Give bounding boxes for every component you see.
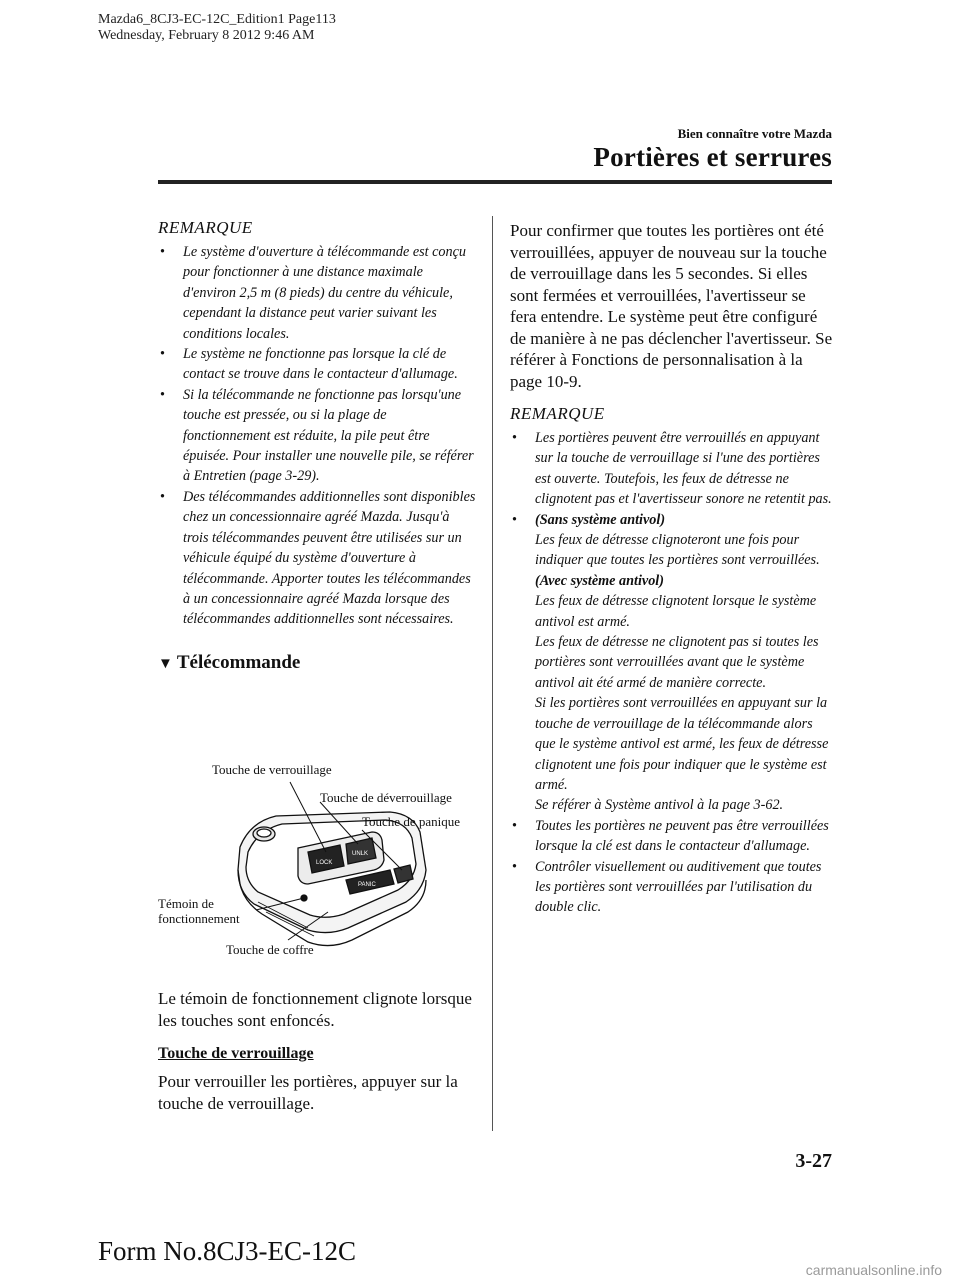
- note-text: Si les portières sont verrouillées en appuyant sur la touche de verrouillage de la télécommande alors que le système antivol est armé, les feux de détresse clignotent une fois pour indiquer que le système est armé.: [535, 695, 829, 793]
- label-panic-button: Touche de panique: [362, 814, 460, 829]
- lock-button-heading: Touche de verrouillage: [158, 1045, 314, 1062]
- section-title: Portières et serrures: [593, 142, 832, 172]
- label-trunk-button: Touche de coffre: [226, 942, 314, 957]
- lock-button-icon: LOCK: [316, 860, 333, 866]
- triangle-down-icon: ▼: [158, 655, 173, 672]
- right-column: [510, 220, 834, 918]
- note-item: • Des télécommandes additionnelles sont disponibles chez un concessionnaire agréé Mazda. Jusqu'à trois télécommandes peuvent être utilisées sur un véhicule équipé du système d'ouverture à télécommande. Apporter toutes les télécommandes à un concessionnaire agréé Mazda lorsque des télécommandes additionnelles sont nécessaires.: [158, 487, 476, 630]
- note-item: • Contrôler visuellement ou auditivement que toutes les portières sont verrouillées par l'utilisation du double clic.: [510, 857, 834, 918]
- subheading-remote: [158, 652, 476, 674]
- note-item-antitheft: [510, 510, 834, 816]
- para-indicator: Le témoin de fonctionnement clignote lorsque les touches sont enfoncés.: [158, 989, 472, 1030]
- section-subtitle: Bien connaître votre Mazda: [677, 126, 832, 141]
- note-heading-right: REMARQUE: [510, 404, 605, 423]
- note-heading: REMARQUE: [158, 218, 253, 237]
- note-text: Se référer à Système antivol à la page 3-62.: [535, 797, 784, 814]
- note-item: • Toutes les portières ne peuvent pas être verrouillées lorsque la clé est dans le contacteur d'allumage.: [510, 816, 834, 857]
- print-info-date: Wednesday, February 8 2012 9:46 AM: [98, 28, 315, 43]
- note-text: Les feux de détresse clignotent lorsque le système antivol est armé.: [535, 593, 817, 630]
- column-divider: [492, 216, 493, 1131]
- label-unlock-button: Touche de déverrouillage: [320, 790, 452, 805]
- form-number: Form No.8CJ3-EC-12C: [98, 1236, 357, 1266]
- note-list-right: [510, 428, 834, 918]
- note-subhead-with: (Avec système antivol): [535, 572, 664, 589]
- para-confirm: Pour confirmer que toutes les portières ont été verrouillées, appuyer de nouveau sur la touche de verrouillage dans les 5 secondes. Si elles sont fermées et verrouillées, l'avertisseur se fera entendre. Le système peut être configuré de manière à ne pas déclencher l'avertisseur. Se référer à Fonctions de personnalisation à la page 10-9.: [510, 221, 833, 391]
- note-item: • Le système d'ouverture à télécommande est conçu pour fonctionner à une distance maximale d'environ 2,5 m (8 pieds) du centre du véhicule, cependant la distance peut varier suivant les conditions locales.: [158, 242, 476, 344]
- print-info-file: Mazda6_8CJ3-EC-12C_Edition1 Page113: [98, 12, 336, 27]
- unlock-button-icon: UNLK: [352, 851, 369, 857]
- subheading-text: Télécommande: [176, 651, 301, 673]
- header-rule: [158, 180, 832, 184]
- note-subhead-without: • (Sans système antivol): [535, 511, 666, 528]
- label-indicator: Témoin de fonctionnement: [158, 896, 240, 926]
- label-lock-button: Touche de verrouillage: [212, 762, 332, 777]
- note-item: • Si la télécommande ne fonctionne pas lorsqu'une touche est pressée, ou si la plage de fonctionnement est réduite, la pile peut être épuisée. Pour installer une nouvelle pile, se référer à Entretien (page 3-29).: [158, 385, 476, 487]
- note-text: Les feux de détresse ne clignotent pas si toutes les portières sont verrouillées avant que le système antivol ait été armé de manière correcte.: [535, 634, 819, 691]
- note-text: Les feux de détresse clignoteront une fois pour indiquer que toutes les portières sont verrouillées.: [535, 532, 820, 569]
- note-item: • Le système ne fonctionne pas lorsque la clé de contact se trouve dans le contacteur d'allumage.: [158, 344, 476, 385]
- page-number: 3-27: [795, 1150, 832, 1172]
- watermark: carmanualsonline.info: [805, 1262, 942, 1278]
- para-lock: Pour verrouiller les portières, appuyer sur la touche de verrouillage.: [158, 1072, 458, 1113]
- panic-button-icon: PANIC: [358, 882, 376, 888]
- remote-key-illustration: [158, 752, 478, 962]
- remote-key-figure: [158, 752, 478, 962]
- left-column: [158, 218, 476, 674]
- note-list: [158, 242, 476, 630]
- left-column-bottom: [158, 988, 478, 1114]
- print-info: [98, 12, 336, 44]
- note-item: • Les portières peuvent être verrouillés en appuyant sur la touche de verrouillage si l'une des portières est ouverte. Toutefois, les feux de détresse ne clignotent pas et l'avertisseur sonore ne retentit pas.: [510, 428, 834, 510]
